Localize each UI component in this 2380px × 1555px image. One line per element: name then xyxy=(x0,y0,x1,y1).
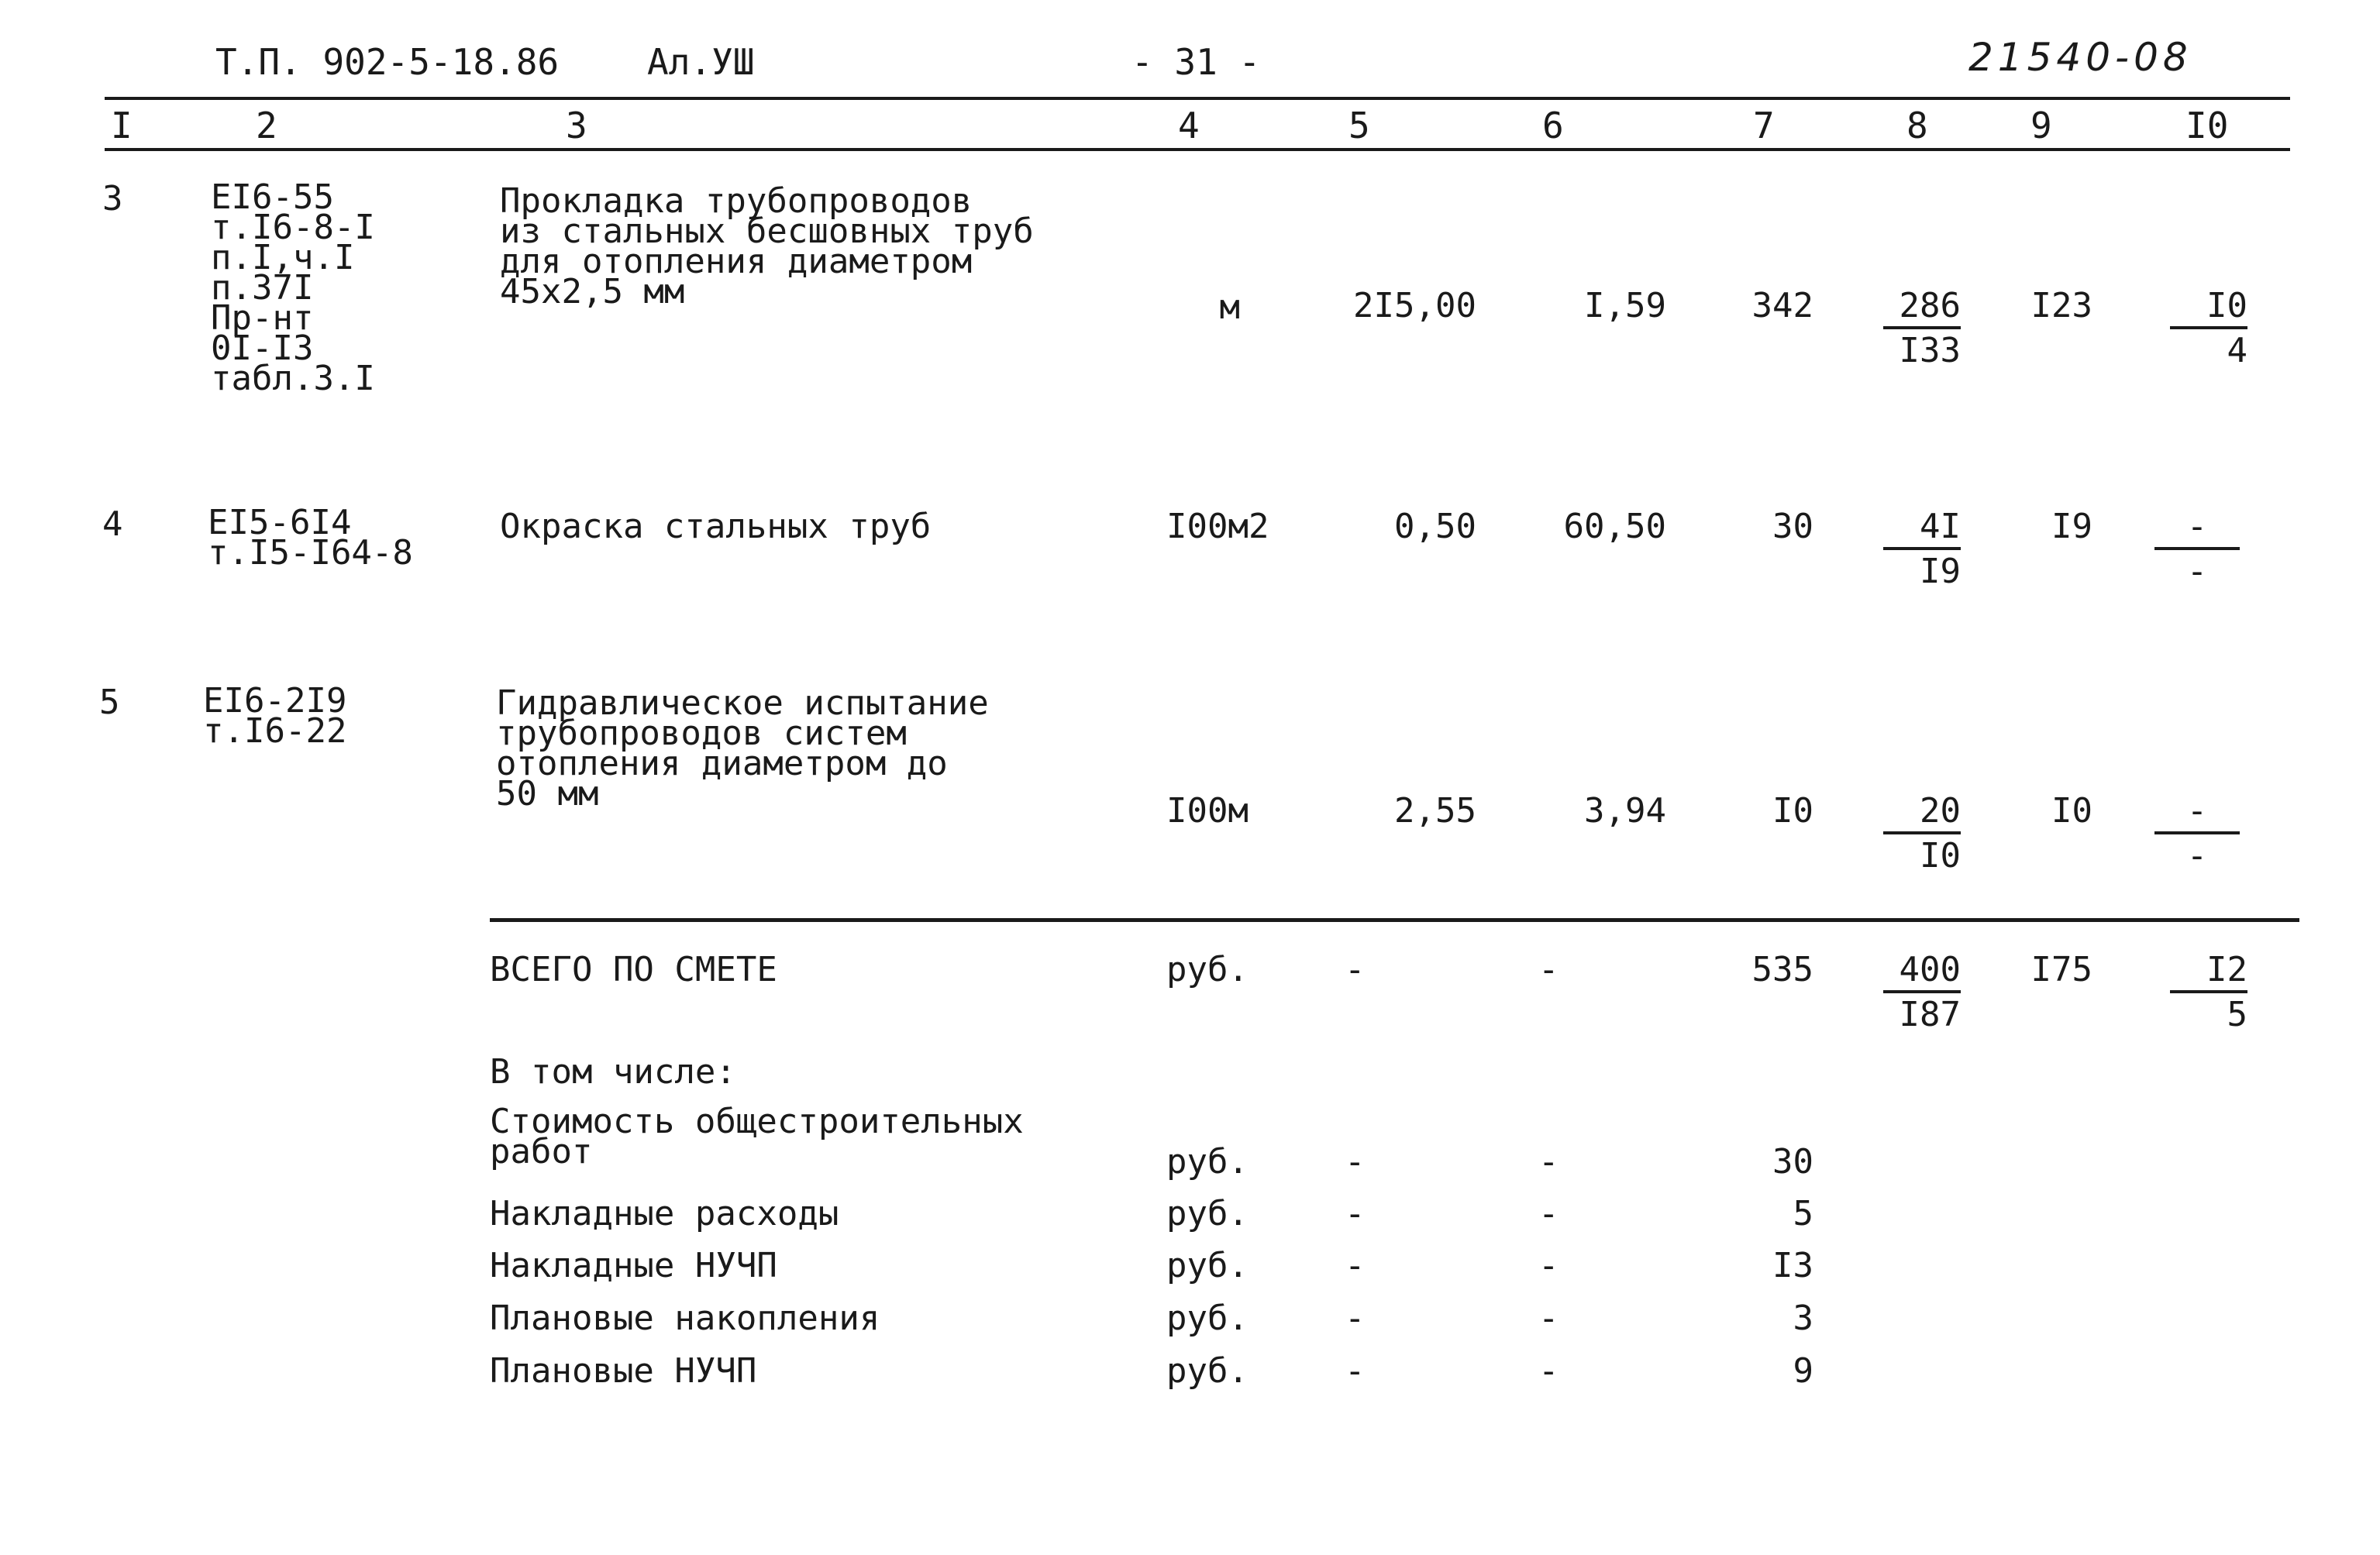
fraction-bar xyxy=(1883,990,1961,993)
breakdown-col6: - xyxy=(1538,1351,1559,1391)
col10-top: - xyxy=(2186,791,2208,831)
row-quantity: 2,55 xyxy=(1394,791,1476,831)
fraction-bar xyxy=(2170,326,2247,329)
breakdown-col6: - xyxy=(1538,1142,1559,1182)
row-unit-price: 60,50 xyxy=(1563,507,1666,546)
col-header-5: 5 xyxy=(1348,105,1370,146)
col-header-10: I0 xyxy=(2185,105,2229,146)
row-quantity: 0,50 xyxy=(1394,507,1476,546)
row-col10-fraction xyxy=(2154,286,2247,370)
row-col8-fraction xyxy=(1868,286,1961,370)
summary-unit: руб. xyxy=(1166,950,1249,989)
summary-col6: - xyxy=(1538,950,1559,989)
breakdown-total: 3 xyxy=(1793,1299,1813,1338)
breakdown-unit: руб. xyxy=(1166,1299,1249,1338)
row-unit: I00м2 xyxy=(1166,507,1269,546)
breakdown-col5: - xyxy=(1345,1246,1366,1285)
breakdown-label: Плановые накопления xyxy=(490,1299,880,1338)
col-header-4: 4 xyxy=(1178,105,1200,146)
breakdown-total: 9 xyxy=(1793,1351,1813,1391)
summary-divider xyxy=(490,918,2299,922)
doc-reference: Т.П. 902-5-18.86 xyxy=(215,41,560,83)
summary-col5: - xyxy=(1345,950,1366,989)
col8-top: 400 xyxy=(1899,950,1961,989)
row-col8-fraction xyxy=(1868,507,1961,591)
row-description: Гидравлическое испытание трубопроводов систем отопления диаметром до 50 мм xyxy=(496,683,989,814)
col-header-9: 9 xyxy=(2030,105,2052,146)
row-total: 30 xyxy=(1772,507,1813,546)
including-label: В том числе: xyxy=(490,1052,736,1092)
summary-col8-fraction xyxy=(1868,950,1961,1034)
header-bottom-rule xyxy=(105,148,2290,151)
breakdown-unit: руб. xyxy=(1166,1351,1249,1391)
col10-bottom: - xyxy=(2186,552,2208,591)
breakdown-col5: - xyxy=(1345,1142,1366,1182)
col10-top: I0 xyxy=(2206,286,2247,325)
breakdown-col6: - xyxy=(1538,1194,1559,1233)
row-col10-fraction xyxy=(2154,791,2240,876)
row-col9: I9 xyxy=(2051,507,2092,546)
summary-col10-fraction xyxy=(2154,950,2247,1034)
row-total: 342 xyxy=(1751,286,1813,325)
summary-col9: I75 xyxy=(2030,950,2092,989)
fraction-bar xyxy=(2154,547,2240,550)
col10-bottom: 4 xyxy=(2227,331,2247,370)
row-unit: I00м xyxy=(1166,791,1249,831)
row-code: EI6-55 т.I6-8-I п.I,ч.I п.37I Пр-нт 0I-I3 табл.3.I xyxy=(211,177,375,398)
summary-label: ВСЕГО ПО СМЕТЕ xyxy=(490,950,777,989)
col8-top: 20 xyxy=(1920,791,1961,831)
row-number: 5 xyxy=(99,683,120,722)
fraction-bar xyxy=(1883,326,1961,329)
row-code: EI5-6I4 т.I5-I64-8 xyxy=(208,503,413,573)
page-number: - 31 - xyxy=(1131,41,1261,83)
col10-bottom: - xyxy=(2186,836,2208,876)
row-col9: I23 xyxy=(2030,286,2092,325)
breakdown-col6: - xyxy=(1538,1299,1559,1338)
row-total: I0 xyxy=(1772,791,1813,831)
breakdown-total: I3 xyxy=(1772,1246,1813,1285)
breakdown-unit: руб. xyxy=(1166,1246,1249,1285)
row-code: EI6-2I9 т.I6-22 xyxy=(203,681,347,751)
col10-top: - xyxy=(2186,507,2208,546)
row-unit: м xyxy=(1219,287,1240,327)
col-header-6: 6 xyxy=(1542,105,1564,146)
col8-top: 286 xyxy=(1899,286,1961,325)
album-label: Ал.УШ xyxy=(647,41,755,83)
col8-bottom: I9 xyxy=(1920,552,1961,591)
header-top-rule xyxy=(105,97,2290,100)
row-col10-fraction xyxy=(2154,507,2240,591)
col8-bottom: I0 xyxy=(1920,836,1961,876)
breakdown-label: Стоимость общестроительных работ xyxy=(490,1102,1024,1171)
row-unit-price: 3,94 xyxy=(1584,791,1666,831)
breakdown-label: Плановые НУЧП xyxy=(490,1351,757,1391)
breakdown-col5: - xyxy=(1345,1194,1366,1233)
row-col9: I0 xyxy=(2051,791,2092,831)
breakdown-unit: руб. xyxy=(1166,1142,1249,1182)
breakdown-total: 5 xyxy=(1793,1194,1813,1233)
breakdown-col6: - xyxy=(1538,1246,1559,1285)
col8-bottom: I87 xyxy=(1899,995,1961,1034)
row-quantity: 2I5,00 xyxy=(1353,286,1476,325)
fraction-bar xyxy=(1883,547,1961,550)
row-col8-fraction xyxy=(1868,791,1961,876)
col8-bottom: I33 xyxy=(1899,331,1961,370)
breakdown-label: Накладные НУЧП xyxy=(490,1246,777,1285)
col-header-1: I xyxy=(111,105,133,146)
breakdown-col5: - xyxy=(1345,1299,1366,1338)
row-description: Прокладка трубопроводов из стальных бесшовных труб для отопления диаметром 45х2,5 мм xyxy=(500,181,1034,311)
breakdown-col5: - xyxy=(1345,1351,1366,1391)
row-number: 3 xyxy=(102,179,123,218)
row-number: 4 xyxy=(102,504,123,544)
col10-top: I2 xyxy=(2206,950,2247,989)
fraction-bar xyxy=(2170,990,2247,993)
document-code: 21540-08 xyxy=(1968,35,2192,80)
col-header-8: 8 xyxy=(1906,105,1928,146)
col8-top: 4I xyxy=(1920,507,1961,546)
row-description: Окраска стальных труб xyxy=(500,507,932,546)
fraction-bar xyxy=(1883,831,1961,834)
breakdown-label: Накладные расходы xyxy=(490,1194,839,1233)
row-unit-price: I,59 xyxy=(1584,286,1666,325)
col-header-7: 7 xyxy=(1753,105,1775,146)
fraction-bar xyxy=(2154,831,2240,834)
breakdown-total: 30 xyxy=(1772,1142,1813,1182)
col10-bottom: 5 xyxy=(2227,995,2247,1034)
breakdown-unit: руб. xyxy=(1166,1194,1249,1233)
summary-total: 535 xyxy=(1751,950,1813,989)
col-header-3: 3 xyxy=(566,105,587,146)
col-header-2: 2 xyxy=(256,105,277,146)
